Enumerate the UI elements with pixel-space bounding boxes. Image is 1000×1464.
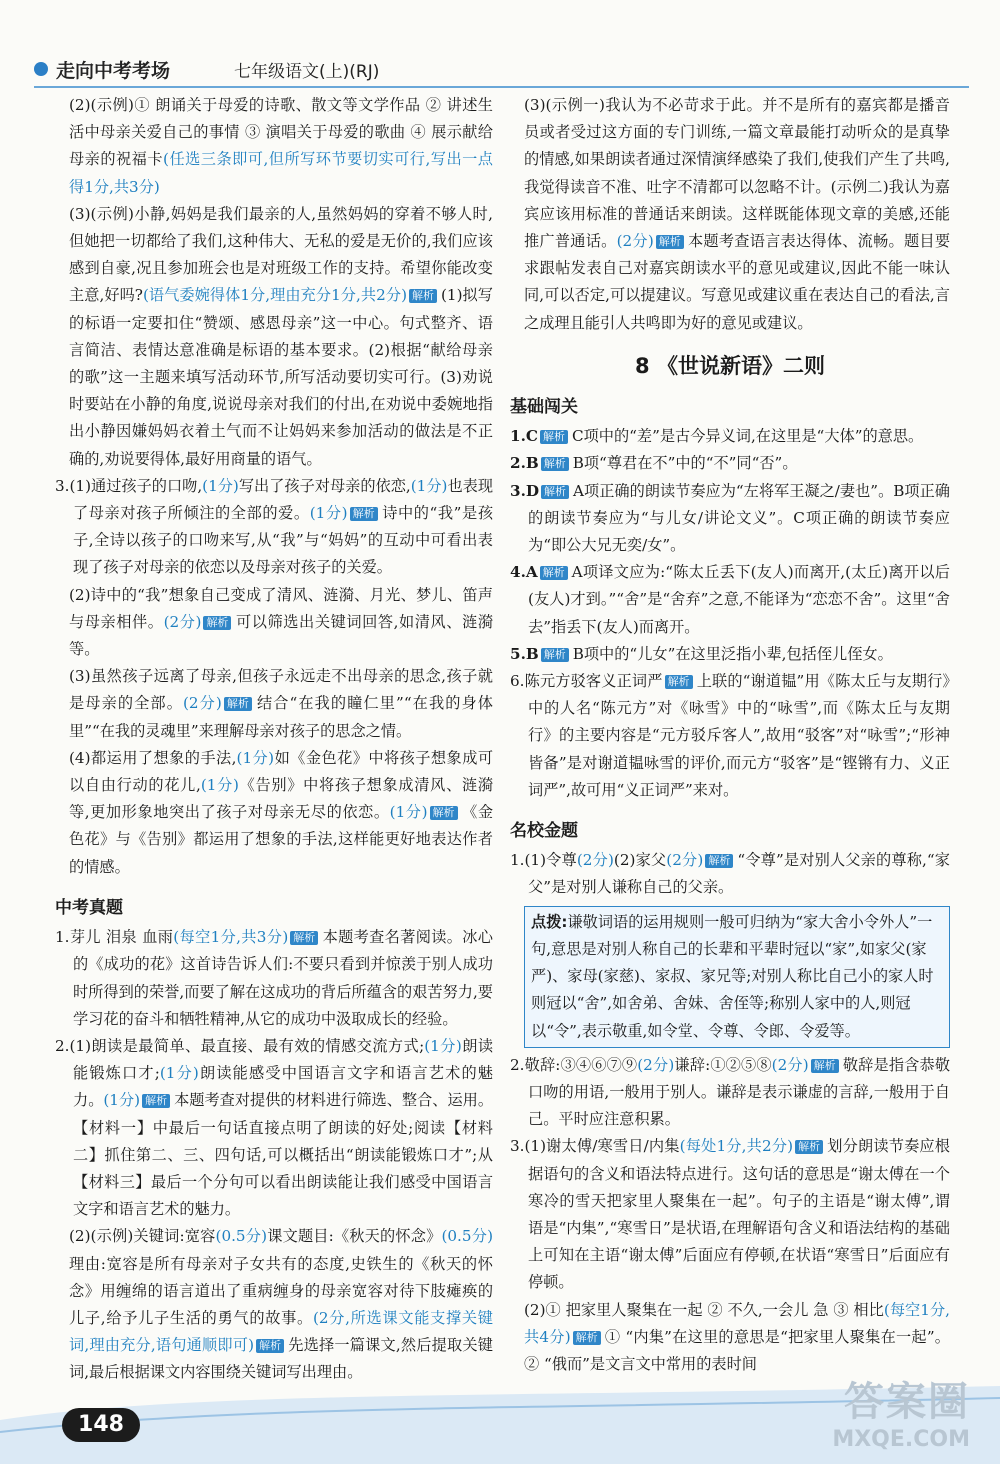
analysis-tag: 解析 [541,485,569,499]
analysis-tag: 解析 [409,289,437,303]
section-heading-famous: 名校金题 [510,821,578,842]
site-watermark: 答案圈 MXQE.COM [832,1379,970,1452]
analysis-tag: 解析 [705,854,733,868]
answer-paragraph: (2)(示例)关键词:宽容(0.5分)课文题目:《秋天的怀念》(0.5分)理由:宽容是所有母亲对子女共有的态度,史铁生的《秋天的怀念》用缠绵的语言道出了重病缠身的母亲宽容对待下肢瘫痪的儿子,给予儿子生活的勇气的故事。(2分,所选课文能支撑关键词,理由充分,语句通顺即可) 解析 先选择一篇课文,然后提取关键词,最后根据课文内容围绕关键词写出理由。 [69,1227,494,1382]
answer-paragraph: (3)(示例)小静,妈妈是我们最亲的人,虽然妈妈的穿着不够人时,但她把一切都给了我们,这种伟大、无私的爱是无价的,我们应该感到自豪,况且参加班会也是对班级工作的支持。希望你能改变主意,好吗?(语气委婉得体1分,理由充分1分,共2分) 解析 (1)拟写的标语一定要扣住“赞颂、感恩母亲”这一中心。句式整齐、语言简洁、表情达意准确是标语的基本要求。(2)根据“献给母亲的歌”这一主题来填写活动环节,所写活动要切实可行。(3)劝说时要站在小静的角度,说说母亲对我们的付出,在劝说中委婉地指出小静因嫌妈妈衣着土气而不让妈妈来参加活动的做法是不正确的,劝说要得体,最好用商量的语气。 [69,204,493,468]
answer-item-3: 3.D 解析 A项正确的朗读节奏应为“左将军王凝之/妻也”。B项正确的朗读节奏应为“与儿女/讲论文义”。C项正确的朗读节奏应为“即公大兄无奕/女”。 [510,481,950,555]
tip-box [524,906,950,1048]
book-brand: 走向中考考场 [56,60,171,82]
answer-paragraph: (2)(示例)① 朗诵关于母爱的诗歌、散文等文学作品 ② 讲述生活中母亲关爱自己的事情 ③ 演唱关于母爱的歌曲 ④ 展示献给母亲的祝福卡(任选三条即可,但所写环节要切实可行,写出一点得1分,共3分) [69,96,493,196]
answer-paragraph: (4)都运用了想象的手法,(1分)如《金色花》中将孩子想象成可以自由行动的花儿,(1分)《告别》中将孩子想象成清风、涟漪等,更加形象地突出了孩子对母亲无尽的依恋。(1分) 解析 《金色花》与《告别》都运用了想象的手法,这样能更好地表达作者的情感。 [69,748,494,876]
analysis-tag: 解析 [142,1094,170,1108]
analysis-tag: 解析 [795,1140,823,1154]
answer-item-5: 5.B 解析 B项中的“儿女”在这里泛指小辈,包括侄儿侄女。 [510,644,893,663]
header-divider [34,86,969,88]
section-heading-basic: 基础闯关 [510,397,578,418]
analysis-tag: 解析 [541,457,569,471]
tip-label: 点拨: [531,912,568,931]
analysis-tag: 解析 [811,1059,839,1073]
analysis-tag: 解析 [656,235,684,249]
analysis-tag: 解析 [203,616,231,630]
right-column [510,92,950,1378]
analysis-tag: 解析 [540,566,568,580]
analysis-tag: 解析 [350,507,378,521]
analysis-tag: 解析 [541,648,569,662]
answer-item-1: 1.(1)令尊(2分)(2)家父(2分) 解析 “令尊”是对别人父亲的尊称,“家父”是对别人谦称自己的父亲。 [510,851,950,897]
analysis-tag: 解析 [256,1339,284,1353]
analysis-tag: 解析 [540,430,568,444]
analysis-tag: 解析 [430,806,458,820]
book-subtitle: 七年级语文(上)(RJ) [234,62,380,82]
answer-item-2: 2.(1)朗读是最简单、最直接、最有效的情感交流方式;(1分)朗读能锻炼口才;(1分)朗读能感受中国语言文字和语言艺术的魅力。(1分) 解析 本题考查对提供的材料进行筛选、整合、运用。【材料一】中最后一句话直接点明了朗读的好处;阅读【材料二】抓住第二、三、四句话,可以概括出“朗读能锻炼口才”;从【材料三】最后一个分句可以看出朗读能让我们感受中国语言文字和语言艺术的魅力。 [55,1036,494,1219]
answer-item-2: 2.敬辞:③④⑥⑦⑨(2分)谦辞:①②⑤⑧(2分) 解析 敬辞是指含恭敬口吻的用语,一般用于别人。谦辞是表示谦虚的言辞,一般用于自己。平时应注意积累。 [510,1055,951,1129]
answer-paragraph: (2)① 把家里人聚集在一起 ② 不久,一会儿 急 ③ 相比(每空1分,共4分) 解析 ① “内集”在这里的意思是“把家里人聚集在一起”。② “俄而”是文言文中常用的表时间 [524,1300,950,1373]
analysis-tag: 解析 [224,697,252,711]
section-heading-zhongkao: 中考真题 [55,897,123,918]
analysis-tag: 解析 [665,675,693,689]
tip-text: 谦敬词语的运用规则一般可归纳为“家大舍小令外人”一句,意思是对别人称自己的长辈和平辈时冠以“家”,如家父(家严)、家母(家慈)、家叔、家兄等;对别人称比自己小的家人时则冠以“舍”,如舍弟、舍妹、舍侄等;称别人家中的人,则冠以“令”,表示敬重,如令堂、令尊、令郎、令爱等。 [531,912,934,1040]
answer-item-1: 1.C 解析 C项中的“差”是古今异义词,在这里是“大体”的意思。 [510,427,924,446]
analysis-tag: 解析 [573,1331,601,1345]
answer-item-1: 1.芽儿 泪泉 血雨(每空1分,共3分) 解析 本题考查名著阅读。冰心的《成功的花》这首诗告诉人们:不要只看到并惊羡于别人成功时所得到的荣誉,而要了解在这成功的背后所蕴含的艰苦努力,要学习花的奋斗和牺牲精神,从它的成功中汲取成长的经验。 [55,928,493,1028]
answer-item-3: 3.(1)通过孩子的口吻,(1分)写出了孩子对母亲的依恋,(1分)也表现了母亲对孩子所倾注的全部的爱。(1分) 解析 诗中的“我”是孩子,全诗以孩子的口吻来写,从“我”与“妈妈”的互动中可看出表现了孩子对母亲的依恋以及母亲对孩子的关爱。 [55,476,494,577]
answer-paragraph: (3)虽然孩子远离了母亲,但孩子永远走不出母亲的思念,孩子就是母亲的全部。(2分) 解析 结合“在我的瞳仁里”“在我的身体里”“在我的灵魂里”来理解母亲对孩子的思念之情。 [69,667,493,740]
running-header [34,56,474,86]
answer-paragraph: (2)诗中的“我”想象自己变成了清风、涟漪、月光、梦儿、笛声与母亲相伴。(2分) 解析 可以筛选出关键词回答,如清风、涟漪等。 [69,585,494,659]
bullet-dot-icon [34,62,48,76]
answer-item-2: 2.B 解析 B项“尊君在不”中的“不”同“否”。 [510,454,798,473]
answer-item-6: 6.陈元方驳客义正词严 解析 上联的“谢道韫”用《陈太丘与友期行》中的人名“陈元方”对《咏雪》中的“咏雪”,而《陈太丘与友期行》的主要内容是“元方驳斥客人”,故用“驳客”对“咏雪”;“形神皆备”是对谢道韫咏雪的评价,而元方“驳客”是“铿锵有力、义正词严”,故可用“义正词严”来对。 [510,672,950,799]
answer-item-4: 4.A 解析 A项译文应为:“陈太丘丢下(友人)而离开,(太丘)离开以后(友人)才到。”“舍”是“舍弃”之意,不能译为“恋恋不舍”。这里“舍去”指丢下(友人)而离开。 [510,563,950,636]
page-number: 148 [62,1408,140,1442]
analysis-tag: 解析 [290,931,318,945]
answer-item-3: 3.(1)谢太傅/寒雪日/内集(每处1分,共2分) 解析 划分朗读节奏应根据语句的含义和语法特点进行。这句话的意思是“谢太傅在一个寒冷的雪天把家里人聚集在一起”。句子的主语是“谢太傅”,谓语是“内集”,“寒雪日”是状语,在理解语句含义和语法结构的基础上可知在主语“谢太傅”后面应有停顿,在状语“寒雪日”后面应有停顿。 [510,1137,950,1292]
chapter-title: 8 《世说新语》二则 [635,353,825,378]
answer-paragraph: (3)(示例一)我认为不必苛求于此。并不是所有的嘉宾都是播音员或者受过这方面的专门训练,一篇文章最能打动听众的是真挚的情感,如果朗读者通过深情演绎感染了我们,使我们产生了共鸣,我觉得读音不准、吐字不清都可以忽略不计。(示例二)我认为嘉宾应该用标准的普通话来朗读。这样既能体现文章的美感,还能推广普通话。(2分) 解析 本题考查语言表达得体、流畅。题目要求跟帖发表自己对嘉宾朗读水平的意见或建议,因此不能一味认同,可以否定,可以提建议。写意见或建议重在表达自己的看法,言之成理且能引人共鸣即为好的意见或建议。 [524,96,951,332]
left-column [55,92,493,1387]
